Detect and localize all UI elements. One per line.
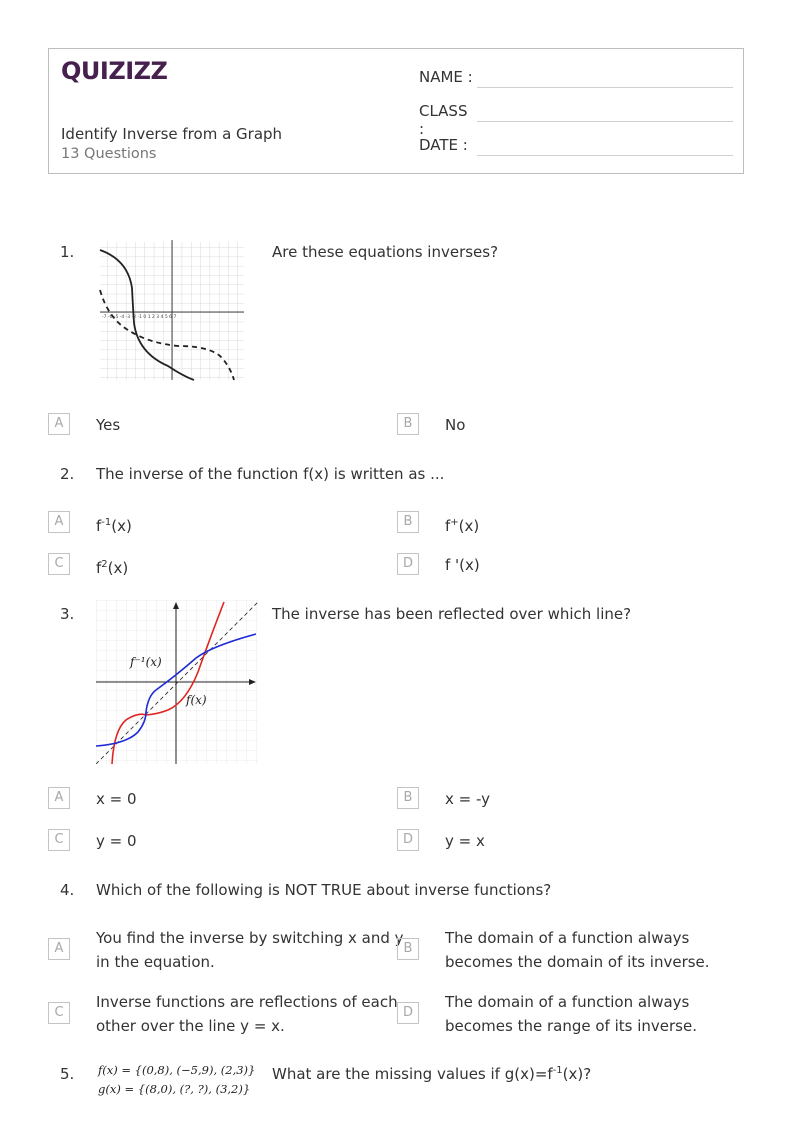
worksheet-title: Identify Inverse from a Graph	[61, 125, 283, 143]
name-field[interactable]	[419, 68, 476, 86]
q3-option-a[interactable]: x = 0	[96, 790, 137, 808]
name-line[interactable]	[477, 87, 733, 88]
class-label: CLASS :	[419, 102, 468, 138]
q4-option-b[interactable]: The domain of a function always becomes the domain of its inverse.	[445, 929, 710, 971]
q2-option-d-box[interactable]: D	[397, 553, 419, 575]
worksheet-header	[48, 48, 744, 174]
date-label: DATE :	[419, 136, 468, 154]
question-1-number: 1.	[60, 243, 75, 261]
date-line[interactable]	[477, 155, 733, 156]
q2-option-c[interactable]: $f^2(x)$	[96, 559, 129, 577]
q3-option-d-box[interactable]: D	[397, 829, 419, 851]
q3-option-b-box[interactable]: B	[397, 787, 419, 809]
question-1-graph	[98, 238, 246, 382]
question-3-text: The inverse has been reflected over which line?	[272, 605, 632, 623]
question-count: 13 Questions	[61, 146, 157, 162]
q4-option-c-box[interactable]: C	[48, 1002, 70, 1024]
q1-option-a-box[interactable]: A	[48, 413, 70, 435]
q2-option-a-box[interactable]: A	[48, 511, 70, 533]
q1-option-a[interactable]: Yes	[96, 416, 121, 434]
question-2-number: 2.	[60, 465, 75, 483]
class-line[interactable]	[477, 121, 733, 122]
q4-option-a-box[interactable]: A	[48, 938, 70, 960]
question-5-number: 5.	[60, 1065, 75, 1083]
question-4-text: Which of the following is NOT TRUE about inverse functions?	[96, 881, 552, 899]
q3-option-c-box[interactable]: C	[48, 829, 70, 851]
class-field[interactable]	[419, 102, 476, 138]
q4-option-a[interactable]: You find the inverse by switching x and y in the equation.	[96, 929, 404, 971]
q2-option-c-box[interactable]: C	[48, 553, 70, 575]
q4-option-d-box[interactable]: D	[397, 1002, 419, 1024]
question-3-graph	[96, 600, 258, 764]
q3-option-d[interactable]: y = x	[445, 832, 485, 850]
question-2-text: The inverse of the function f(x) is written as ...	[96, 465, 445, 483]
quizizz-logo: QUIZIZZ	[61, 57, 168, 85]
q3-inverse-label: f⁻¹(x)	[130, 655, 162, 669]
q4-option-b-box[interactable]: B	[397, 938, 419, 960]
q2-option-a[interactable]: $f^{-1}(x)$	[96, 517, 132, 535]
date-field[interactable]	[419, 136, 476, 154]
q2-option-b-box[interactable]: B	[397, 511, 419, 533]
name-label: NAME :	[419, 68, 473, 86]
q1-option-b[interactable]: No	[445, 416, 466, 434]
question-3-number: 3.	[60, 605, 75, 623]
q2-option-d[interactable]: f '(x)	[445, 556, 480, 574]
question-1-text: Are these equations inverses?	[272, 243, 499, 261]
q3-option-c[interactable]: y = 0	[96, 832, 137, 850]
q2-option-b[interactable]: f+(x)	[445, 517, 480, 535]
q5-function-f: f(x) = {(0,8), (−5,9), (2,3)}	[98, 1063, 256, 1077]
q3-option-a-box[interactable]: A	[48, 787, 70, 809]
question-5-text: What are the missing values if $g(x)=f^{-1}(x)$?	[272, 1065, 592, 1083]
q5-function-g: g(x) = {(8,0), (?, ?), (3,2)}	[98, 1082, 251, 1096]
q4-option-c[interactable]: Inverse functions are reflections of each other over the line y = x.	[96, 993, 398, 1035]
q3-function-label: f(x)	[186, 693, 207, 707]
q1-option-b-box[interactable]: B	[397, 413, 419, 435]
q1-axis-ticks: -7 -6 -5 -4 -3 -2 -1 0 1 2 3 4 5 6 7	[102, 315, 177, 320]
q3-option-b[interactable]: x = -y	[445, 790, 491, 808]
q4-option-d[interactable]: The domain of a function always becomes the range of its inverse.	[445, 993, 697, 1035]
question-4-number: 4.	[60, 881, 75, 899]
